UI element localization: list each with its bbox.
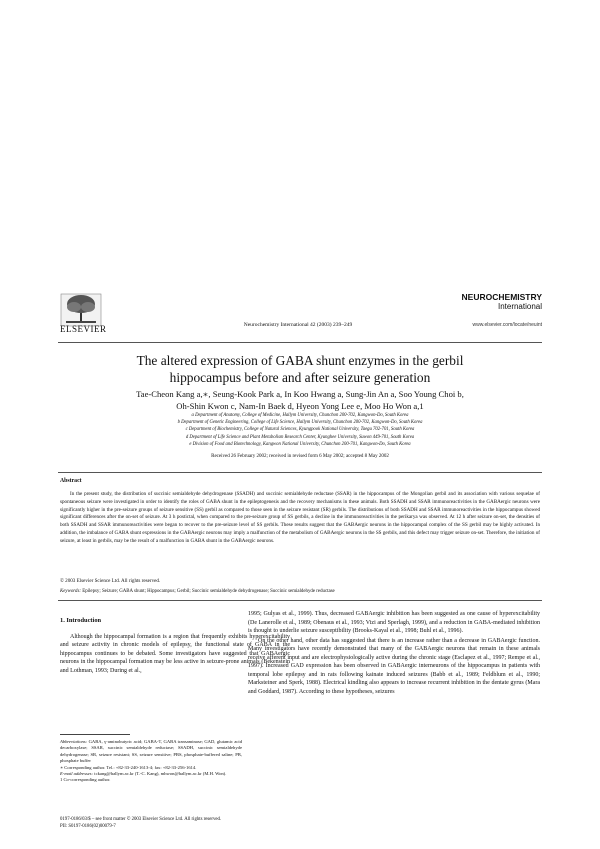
- publisher-name: ELSEVIER: [60, 324, 107, 334]
- abstract-rule-top: [58, 472, 542, 473]
- journal-name-line1: NEUROCHEMISTRY: [461, 292, 542, 302]
- footnote-rule: [60, 734, 130, 735]
- intro-paragraph-3: On the other hand, other data has suggested that there is an increase rather than a decrease in GABAergic function. Many investigators have recently demonstrated that many of the GABAergic neurons that remain in these animals receive afferent input and are electrophysiologically active during the chronic stage (Esclapez et al., 1997; Rempe et al., 1997). Increased GAD expression has been observed in GABAergic interneurons of the hippocampus in patients with temporal lobe epilepsy and in rats following kainate induced seizures (Babb et al., 1989; Feldblum et al., 1990; Marksteiner and Sperk, 1988). Electrical kindling also appears to increase recurrent inhibition in the dentate gyrus (Mara and Goddard, 1987). According to these hypotheses, seizures: [248, 637, 540, 695]
- affiliation: e Division of Food and Biotechnology, Kangwon National University, Chunchon 200-701, Kangwon-Do, South Korea: [189, 441, 411, 447]
- affiliations: [70, 412, 530, 448]
- title-line-1: The altered expression of GABA shunt enzymes in the gerbil: [136, 353, 464, 368]
- footnote-emails: E-mail addresses: tckang@hallym.ac.kr (T.-C. Kang), mhwon@hallym.ac.kr (M.H. Won).: [60, 771, 227, 777]
- journal-url[interactable]: www.elsevier.com/locate/neuint: [472, 322, 542, 328]
- authors-line-1[interactable]: Tae-Cheon Kang a,∗, Seung-Kook Park a, In Koo Hwang a, Sung-Jin An a, Soo Young Choi b,: [136, 389, 464, 399]
- right-column: [248, 610, 540, 696]
- affiliation: d Department of Life Science and Plant Metabolism Research Center, Kyunghee University, Suwon 449-701, South Korea: [185, 434, 415, 440]
- abstract-copyright: © 2003 Elsevier Science Ltd. All rights reserved.: [60, 578, 161, 584]
- journal-citation: Neurochemistry International 42 (2003) 239–249: [243, 322, 353, 328]
- keywords-label: Keywords:: [60, 589, 82, 594]
- author-list: [70, 388, 530, 412]
- journal-name-line2: International: [497, 302, 542, 311]
- header-rule: [58, 342, 542, 343]
- keywords-list: Epilepsy; Seizure; GABA shunt; Hippocampus; Gerbil; Succinic semialdehyde dehydrogenase; Succinic semialdehyde reductase: [82, 589, 335, 594]
- affiliation: b Department of Genetic Engineering, College of Life Science, Hallym University, Chunchon 200-702, Kangwon-Do, South Korea: [177, 420, 423, 426]
- title-line-2: hippocampus before and after seizure generation: [169, 370, 431, 385]
- received-dates: Received 26 February 2002; received in revised form 6 May 2002; accepted 8 May 2002: [211, 454, 389, 459]
- intro-paragraph-1: Although the hippocampal formation is a region that frequently exhibits hyperexcitability and seizure activity in chronic models of epilepsy, the functional state of GABA in the hippocampus continues to be debated. Some investigators have suggested that GABAergic neurons in the hippocampal formation may be less active in seizure-prone animals (Bekenstein and Lothman, 1993; During et al.,: [60, 633, 290, 674]
- footnote-abbreviations: Abbreviations: GABA, γ-aminobutyric acid; GABA-T, GABA transaminase; GAD, glutamic acid decarboxylase; SSAR, succinic semialdehyde reductase; SSADH, succinic semialdehyde dehydrogenase; SR, seizure resistant; SS, seizure sensitive; PBS, phosphate-buffered saline; PB, phosphate buffer: [60, 739, 242, 764]
- keywords: [60, 589, 540, 594]
- abstract-heading: Abstract: [60, 478, 82, 484]
- footnotes: [60, 739, 242, 784]
- journal-name: [412, 292, 542, 312]
- authors-line-2[interactable]: Oh-Shin Kwon c, Nam-In Baek d, Hyeon Yong Lee e, Moo Ho Won a,1: [176, 401, 424, 411]
- affiliation: a Department of Anatomy, College of Medicine, Hallym University, Chunchon 200-702, Kangwon-Do, South Korea: [191, 413, 409, 418]
- footnote-corresponding: ∗ Corresponding author. Tel.: +82-33-240-1613-4; fax: +82-33-256-1614.: [60, 764, 197, 770]
- journal-header: [58, 288, 542, 340]
- affiliation: c Department of Biochemistry, College of Natural Sciences, Kyungpook National University, Taegu 702-701, South Korea: [185, 427, 415, 433]
- pii-line: PII: S0197-0186(02)00079-7: [60, 823, 116, 829]
- intro-paragraph-2: 1995; Gulyas et al., 1999). Thus, decreased GABAergic inhibition has been suggested as one cause of hyperexcitability (De Lanerolle et al., 1989; Obenaus et al., 1993; Vizi and Sperlagh, 1999), and a reduction in GABA-mediated inhibition is thought to underlie seizure susceptibility (Brooks-Kayal et al., 1998; Buhl et al., 1996).: [248, 611, 540, 634]
- abstract-body: In the present study, the distribution of succinic semialdehyde dehydrogenase (SSADH) and succinic semialdehyde reductase (SSAR) in the hippocampus of the Mongolian gerbil and its association with various sequelae of spontaneous seizure were investigated in order to identify the roles of GABA shunt in the epileptogenesis and the recovery mechanisms in these animals. Both SSADH and SSAR immunoreactivities in the GABAergic neurons were significantly higher in the pre-seizure groups of seizure sensitive (SS) gerbil as compared to those seen in the seizure resistant (SR) gerbils. The distributions of both SSADH and SSAR immunoreactivities in the hippocampus showed significant differences after the on-set of seizure. At 3 h postictal, when compared to the pre-seizure group of SS gerbils, a decline in the immunoreactivities in the perikarya was observed. At 12 h after seizure on-set, the densities of both SSADH and SSAR immunoreactivities were began to recover to the pre-seizure level of SS gerbils. These results suggest that the GABAergic neurons in the hippocampal complex of the SS gerbil may be highly activated. In addition, the imbalance of GABA shunt expressions in the GABAergic neurons may imply a malfunction of the metabolism of GABAergic neurons in the SS gerbils, and this defect may trigger seizure on-set. Therefore, the initiation of seizure, at least in gerbils, may be the result of a malfunction in GABA shunt in the GABAergic neurons.: [60, 491, 540, 544]
- footnote-co-corresponding: 1 Co-corresponding author.: [60, 777, 111, 783]
- front-matter-line: 0197-0186/03/$ – see front matter © 2003 Elsevier Science Ltd. All rights reserved.: [60, 817, 222, 822]
- abstract-rule-bottom: [58, 600, 542, 601]
- section-heading-introduction: 1. Introduction: [60, 617, 102, 624]
- front-matter-info: [60, 817, 360, 830]
- article-title: [80, 352, 520, 386]
